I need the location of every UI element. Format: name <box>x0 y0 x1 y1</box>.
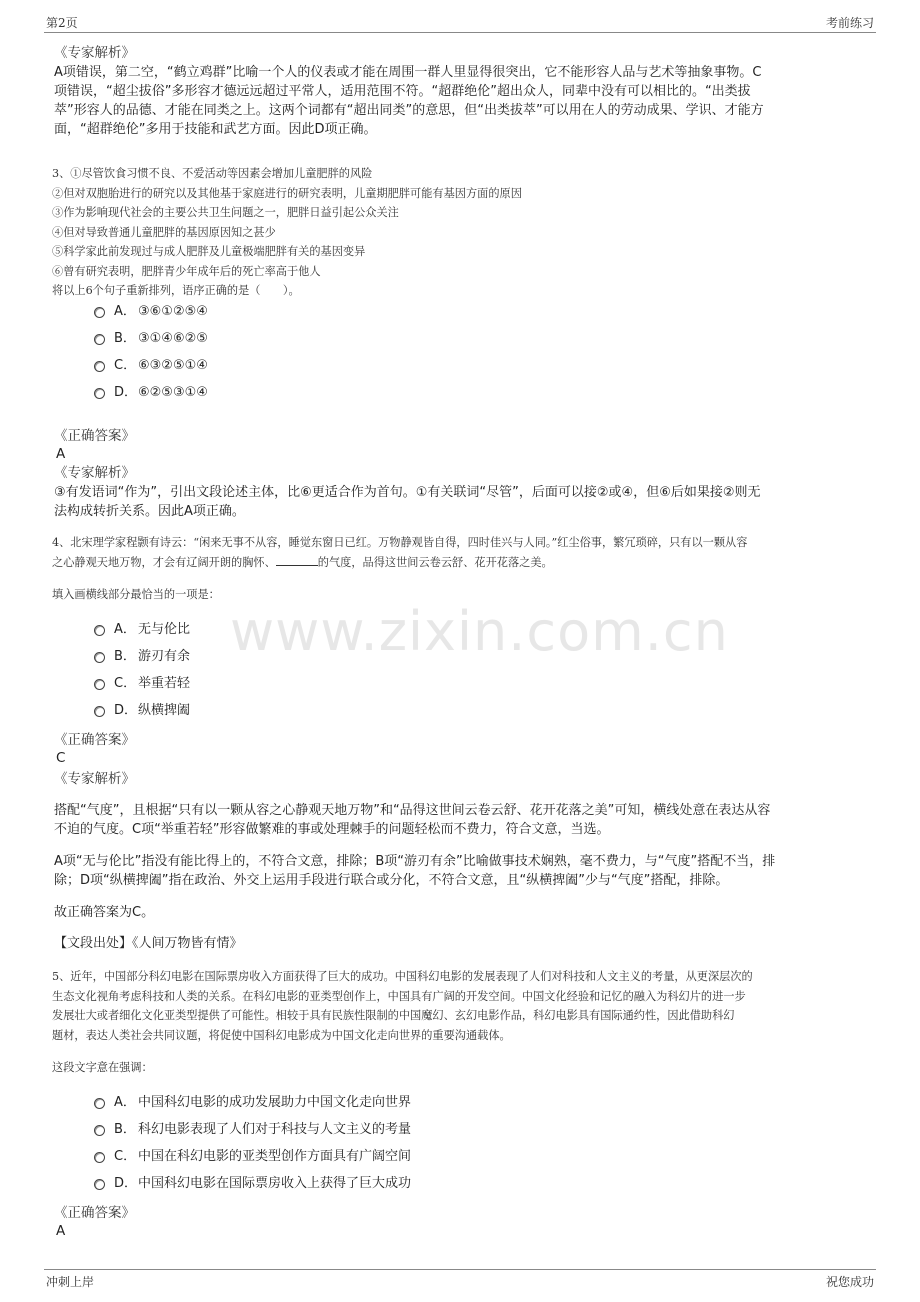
option-text: ③①④⑥②⑤ <box>138 331 208 346</box>
page-header <box>44 10 876 33</box>
question-3-stem <box>52 164 872 301</box>
correct-answer-value: C <box>56 750 66 766</box>
correct-answer-tag: 《正确答案》 <box>54 732 135 748</box>
analysis-line: 不迫的气度。C项“举重若轻”形容做繁难的事或处理棘手的问题轻松而不费力，符合文意，当选。 <box>54 822 610 837</box>
correct-answer-tag: 《正确答案》 <box>54 1205 135 1221</box>
page-number-label: 第2页 <box>46 16 78 30</box>
question-line: 生态文化视角考虑科技和人类的关系。在科幻电影的亚类型创作上，中国具有广阔的开发空间。中国文化经验和记忆的融入为科幻片的进一步 <box>52 989 746 1003</box>
analysis-line: 搭配“气度”，且根据“只有以一颗从容之心静观天地万物”和“品得这世间云卷云舒、花开花落之美”可知，横线处意在表达从容 <box>54 803 771 818</box>
question-line: 题材，表达人类社会共同议题，将促使中国科幻电影成为中国文化走向世界的重要沟通载体。 <box>52 1028 511 1042</box>
analysis-line: 萃”形容人的品德、才能在同类之上。这两个词都有“超出同类”的意思，但“出类拔萃”可以用在人的劳动成果、学识、才能方 <box>54 103 764 118</box>
option-text: 中国在科幻电影的亚类型创作方面具有广阔空间 <box>138 1149 412 1164</box>
option-text: ③⑥①②⑤④ <box>138 304 208 319</box>
analysis-conclusion: 故正确答案为C。 <box>54 905 155 920</box>
option-letter: B． <box>114 649 136 664</box>
option-letter: B． <box>114 1122 136 1137</box>
option-letter: C． <box>114 1149 137 1164</box>
question-line: 将以上6个句子重新排列，语序正确的是（ ）。 <box>52 284 300 297</box>
question-4-prompt: 填入画横线部分最恰当的一项是： <box>52 588 220 601</box>
page-footer <box>44 1269 876 1295</box>
question-4-stem <box>52 533 872 572</box>
option-letter: A． <box>114 1095 136 1110</box>
radio-button[interactable] <box>94 388 105 399</box>
question-text-part: 的气度，品得这世间云卷云舒、花开花落之美。 <box>317 555 553 569</box>
analysis-line: 面，“超群绝伦”多用于技能和武艺方面。因此D项正确。 <box>54 122 377 137</box>
expert-analysis-text <box>54 801 864 839</box>
analysis-line: ③有发语词“作为”，引出文段论述主体，比⑥更适合作为首句。①有关联词“尽管”，后面可以接②或④，但⑥后如果接②则无 <box>54 485 761 500</box>
correct-answer-tag: 《正确答案》 <box>54 428 135 444</box>
question-5-prompt: 这段文字意在强调： <box>52 1061 153 1074</box>
option-text: 中国科幻电影在国际票房收入上获得了巨大成功 <box>138 1176 412 1191</box>
analysis-line: 法构成转折关系。因此A项正确。 <box>54 504 245 519</box>
option-letter: A． <box>114 622 136 637</box>
footer-right-text: 祝您成功 <box>825 1275 874 1289</box>
question-line: ④但对导致普通儿童肥胖的基因原因知之甚少 <box>52 225 276 239</box>
option-text: 游刃有余 <box>138 649 191 664</box>
radio-button[interactable] <box>94 1125 105 1136</box>
option-text: ⑥③②⑤①④ <box>138 358 208 373</box>
doc-type-label: 考前练习 <box>825 16 874 30</box>
question-line: ③作为影响现代社会的主要公共卫生问题之一，肥胖日益引起公众关注 <box>52 206 399 219</box>
radio-button[interactable] <box>94 307 105 318</box>
option-letter: C． <box>114 358 137 373</box>
radio-button[interactable] <box>94 625 105 636</box>
analysis-line: 项错误，“超尘拔俗”多形容才德远远超过平常人，适用范围不符。“超群绝伦”超出众人，同辈中没有可以相比的。“出类拔 <box>54 84 751 99</box>
expert-analysis-tag: 《专家解析》 <box>54 465 135 481</box>
question-5-stem <box>52 967 872 1045</box>
radio-button[interactable] <box>94 652 105 663</box>
fill-blank <box>276 553 318 566</box>
radio-button[interactable] <box>94 1152 105 1163</box>
option-text: 举重若轻 <box>138 676 191 691</box>
option-letter: D． <box>114 385 138 400</box>
analysis-line: 除；D项“纵横捭阖”指在政治、外交上运用手段进行联合或分化，不符合文意，且“纵横捭阖”少与“气度”搭配，排除。 <box>54 873 729 888</box>
passage-source: 【文段出处】《人间万物皆有情》 <box>54 936 243 951</box>
question-line: 4、北宋理学家程颢有诗云：“闲来无事不从容，睡觉东窗日已红。万物静观皆自得，四时佳兴与人同。”红尘俗事，繁冗琐碎，只有以一颗从容 <box>52 536 748 549</box>
question-line: ⑥曾有研究表明，肥胖青少年成年后的死亡率高于他人 <box>52 264 321 278</box>
correct-answer-value: A <box>56 1223 66 1239</box>
question-line: 发展壮大或者细化文化亚类型提供了可能性。相较于具有民族性限制的中国魔幻、玄幻电影作品，科幻电影具有国际通约性，因此借助科幻 <box>52 1009 735 1022</box>
radio-button[interactable] <box>94 361 105 372</box>
question-line: ⑤科学家此前发现过与成人肥胖及儿童极端肥胖有关的基因变异 <box>52 245 366 258</box>
option-text: 中国科幻电影的成功发展助力中国文化走向世界 <box>138 1095 412 1110</box>
radio-button[interactable] <box>94 706 105 717</box>
analysis-line: A项错误，第二空，“鹤立鸡群”比喻一个人的仪表或才能在周围一群人里显得很突出，它不能形容人品与艺术等抽象事物。C <box>54 65 762 80</box>
question-line: 3、①尽管饮食习惯不良、不爱活动等因素会增加儿童肥胖的风险 <box>52 167 373 180</box>
correct-answer-value: A <box>56 446 66 462</box>
option-letter: D． <box>114 1176 138 1191</box>
radio-button[interactable] <box>94 334 105 345</box>
expert-analysis-tag: 《专家解析》 <box>54 45 135 61</box>
question-line: 5、近年，中国部分科幻电影在国际票房收入方面获得了巨大的成功。中国科幻电影的发展表现了人们对科技和人文主义的考量，从更深层次的 <box>52 970 753 983</box>
analysis-line: A项“无与伦比”指没有能比得上的，不符合文意，排除；B项“游刃有余”比喻做事技术娴熟，毫不费力，与“气度”搭配不当，排 <box>54 854 776 869</box>
option-letter: C． <box>114 676 137 691</box>
option-letter: A． <box>114 304 136 319</box>
radio-button[interactable] <box>94 1179 105 1190</box>
option-text: 科幻电影表现了人们对于科技与人文主义的考量 <box>138 1122 412 1137</box>
watermark: www.zixin.com.cn <box>230 600 729 663</box>
option-text: 无与伦比 <box>138 622 191 637</box>
option-letter: B． <box>114 331 136 346</box>
question-text-part: 之心静观天地万物，才会有辽阔开朗的胸怀、 <box>52 555 276 569</box>
radio-button[interactable] <box>94 679 105 690</box>
option-letter: D． <box>114 703 138 718</box>
option-text: 纵横捭阖 <box>138 703 191 718</box>
option-text: ⑥②⑤③①④ <box>138 385 208 400</box>
expert-analysis-text <box>54 852 864 890</box>
question-line <box>52 553 872 573</box>
expert-analysis-tag: 《专家解析》 <box>54 771 135 787</box>
question-line: ②但对双胞胎进行的研究以及其他基于家庭进行的研究表明，儿童期肥胖可能有基因方面的原因 <box>52 186 522 200</box>
radio-button[interactable] <box>94 1098 105 1109</box>
expert-analysis-text <box>54 483 864 521</box>
expert-analysis-text <box>54 63 864 139</box>
footer-left-text: 冲刺上岸 <box>46 1275 95 1289</box>
